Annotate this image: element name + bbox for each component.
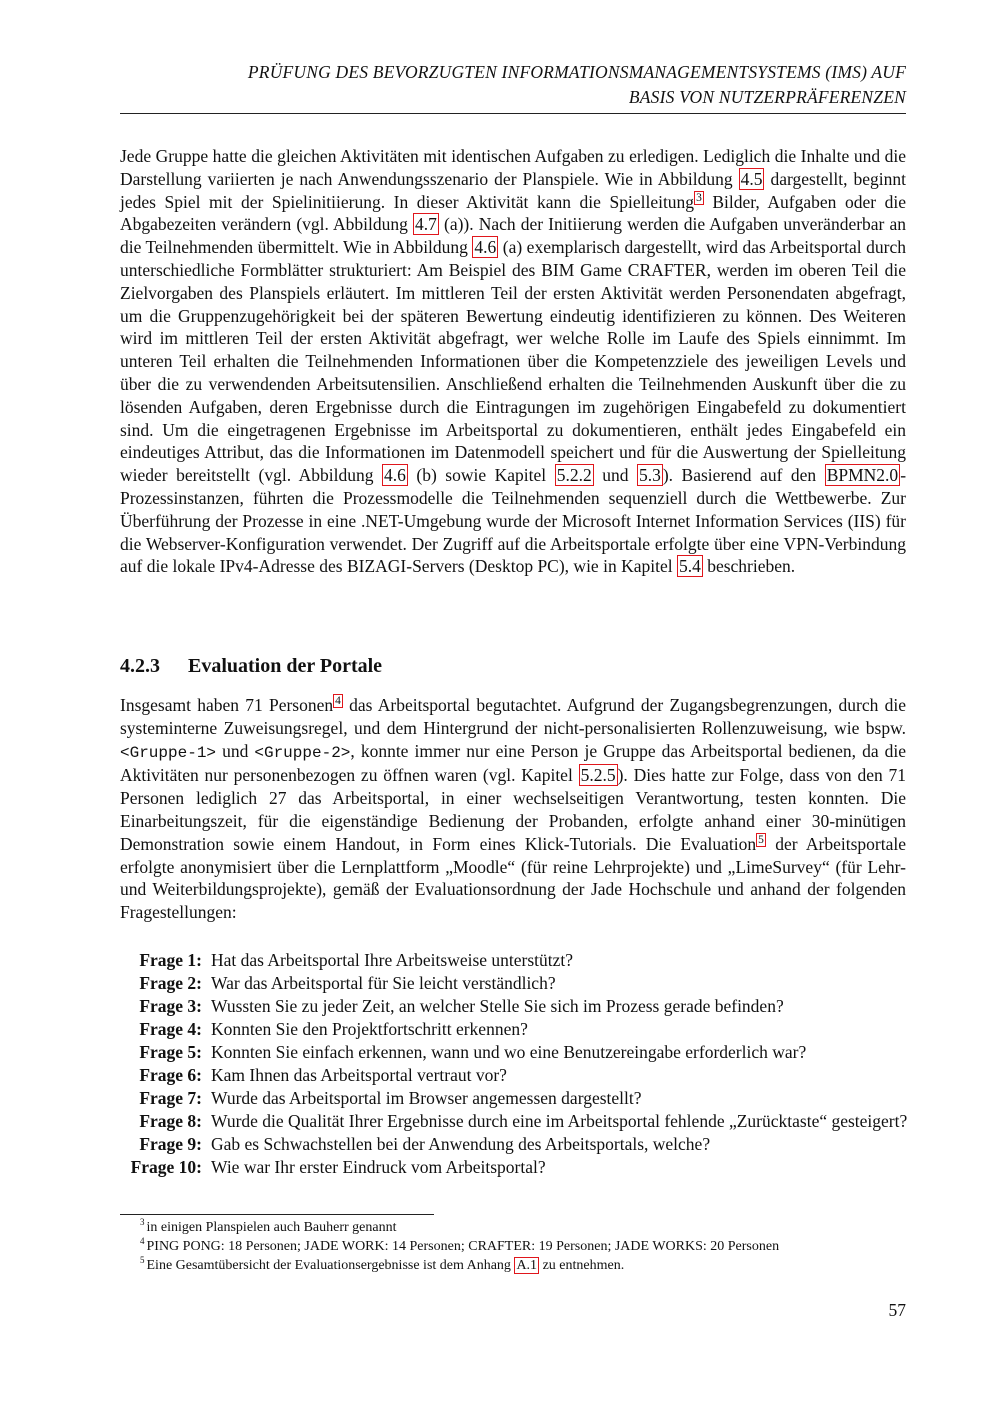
list-item [110,1041,910,1064]
footnote-text: Eine Gesamtübersicht der Evaluationsergebnisse ist dem Anhang [146,1258,515,1273]
footnote-text: in einigen Planspielen auch Bauherr genannt [146,1220,397,1235]
page-number: 57 [888,1300,906,1320]
footnote-4 [140,1237,920,1256]
text-span: das Arbeitsportal begutachtet. Aufgrund der Zugangsbegrenzungen, durch die systeminterne Zuweisungsregel, und dem Hintergrund der nicht-personalisierten Rollenzuweisung, wie bspw. [120,695,906,738]
question-label: Frage 9: [139,1134,202,1154]
footnote-text: PING PONG: 18 Personen; JADE WORK: 14 Personen; CRAFTER: 19 Personen; JADE WORKS: 20 Personen [146,1239,780,1254]
running-header [120,60,906,114]
text-span: ). Basierend auf den [662,465,825,486]
question-text: Wie war Ihr erster Eindruck vom Arbeitsportal? [211,1157,546,1177]
question-text: Wurde die Qualität Ihrer Ergebnisse durch eine im Arbeitsportal fehlende „Zurücktaste“ gesteigert? [211,1111,908,1131]
text-span: beschrieben. [702,556,796,577]
question-text: Wurde das Arbeitsportal im Browser angemessen dargestellt? [211,1088,642,1108]
text-span: der Arbeitsportale erfolgte anonymisiert über die Lernplattform „Moodle“ (für reine Lehrprojekte) und „LimeSurvey“ (für Lehr- und Weiterbildungsprojekte), gemäß der Evaluationsordnung der Jade Hochschule und anhand der folgenden Fragestellungen: [120,833,906,923]
list-item [110,949,910,972]
glossary-ref-bpmn[interactable]: BPMN2.0 [826,465,899,486]
code-group-2: <Gruppe-2> [254,743,351,762]
footnote-mark: 4 [140,1236,145,1247]
question-label: Frage 2: [139,973,202,993]
question-label: Frage 4: [139,1019,202,1039]
question-text: Kam Ihnen das Arbeitsportal vertraut vor? [211,1065,507,1085]
question-label: Frage 1: [139,950,202,970]
question-label: Frage 5: [139,1042,202,1062]
list-item [110,1064,910,1087]
question-label: Frage 6: [139,1065,202,1085]
figure-ref-4-6-b[interactable]: 4.6 [384,465,406,486]
text-span: (a) exemplarisch dargestellt, wird das Arbeitsportal durch unterschiedliche Formblätter strukturiert: Am Beispiel des BIM Game CRAFTER, werden im oberen Teil die Zielvorgaben des Planspiels erläutert. Im mittleren Teil der ersten Aktivität werden Personendaten abgefragt, um die Gruppenzugehörigkeit bei der späteren Bewertung eindeutig identifizieren zu können. Des Weiteren wird im mittleren Teil der ersten Aktivität abgefragt, wer welche Rolle im Laufe des Spiels einnimmt. Im unteren Teil erhalten die Teilnehmenden Informationen über die Kompetenzziele des jeweiligen Levels und über die zu verwendenden Arbeitsutensilien. Anschließend erhalten die Teilnehmenden Auskunft über die zu lösenden Aufgaben, deren Ergebnisse durch die Eintragungen im zugehörigen Eingabefeld zu dokumentiert sind. Um die eingetragenen Ergebnisse im Arbeitsportal zu dokumentieren, enthält jedes Eingabefeld ein eindeutiges Attribut, das die Informationen im Datenmodell speichert und für die Auswertung der Spielleitung wieder bereitstellt (vgl. Abbildung [120,237,906,486]
text-span: und [216,740,255,761]
section-title: Evaluation der Portale [188,655,383,677]
list-item [110,1110,910,1133]
running-header-line-1: PRÜFUNG DES BEVORZUGTEN INFORMATIONSMANAGEMENTSYSTEMS (IMS) AUF [247,62,906,82]
question-label: Frage 7: [139,1088,202,1108]
footnote-ref-5[interactable]: 5 [758,833,764,846]
section-number: 4.2.3 [120,655,160,677]
section-heading [120,655,382,678]
list-item [110,1087,910,1110]
footnote-divider [120,1214,434,1215]
chapter-ref-5-2-5[interactable]: 5.2.5 [580,765,616,786]
text-span: Jede Gruppe hatte die gleichen Aktivitäten mit identischen Aufgaben zu erledigen. Lediglich die Inhalte und die Darstellung variierten je nach Anwendungsszenario der Planspiele. Wie in Abbildung [120,146,906,189]
text-span: ). Dies hatte zur Folge, dass von den 71 Personen lediglich 27 das Arbeitsportal, in einer wechselseitigen Verantwortung, testen konnten. Die Einarbeitungszeit, für die eigenständige Bedienung der Probanden, erfolgte anhand einer 30-minütigen Demonstration sowie einem Handout, in Form eines Klick-Tutorials. Die Evaluation [120,765,907,854]
footnote-text: zu entnehmen. [539,1258,625,1273]
question-text: Wussten Sie zu jeder Zeit, an welcher Stelle Sie sich im Prozess gerade befinden? [211,996,784,1016]
footnote-mark: 5 [140,1255,145,1266]
question-text: Konnten Sie einfach erkennen, wann und wo eine Benutzereingabe erforderlich war? [211,1042,807,1062]
text-span: Insgesamt haben 71 Personen [120,695,334,715]
paragraph-1 [120,145,906,578]
footnote-mark: 3 [140,1217,145,1228]
figure-ref-4-7[interactable]: 4.7 [415,214,437,235]
running-header-line-2: BASIS VON NUTZERPRÄFERENZEN [628,87,906,107]
question-list [110,949,910,1179]
chapter-ref-5-2-2[interactable]: 5.2.2 [556,465,592,486]
question-text: War das Arbeitsportal für Sie leicht verständlich? [211,973,556,993]
text-span: dargestellt, beginnt jedes Spiel mit der Spielinitiierung. In dieser Aktivität kann die Spielleitung [120,168,906,212]
footnote-ref-3[interactable]: 3 [696,191,702,204]
question-label: Frage 3: [139,996,202,1016]
footnote-5 [140,1256,920,1275]
code-group-1: <Gruppe-1> [120,743,217,762]
paragraph-2 [120,694,906,924]
question-text: Gab es Schwachstellen bei der Anwendung des Arbeitsportals, welche? [211,1134,711,1154]
appendix-ref-a-1[interactable]: A.1 [516,1258,538,1273]
list-item [110,1156,910,1179]
figure-ref-4-5[interactable]: 4.5 [740,168,763,189]
question-text: Konnten Sie den Projektfortschritt erkennen? [211,1019,528,1039]
question-text: Hat das Arbeitsportal Ihre Arbeitsweise unterstützt? [211,950,574,970]
text-span: (b) sowie Kapitel [407,465,555,486]
footnotes [140,1218,920,1275]
chapter-ref-5-4[interactable]: 5.4 [678,556,701,577]
text-span: , konnte immer nur eine Person je Gruppe das Arbeitsportal bedienen, da die Aktivitäten nur personenbezogen zu öffnen waren (vgl. Kapitel [120,740,907,786]
text-span: Bilder, Aufgaben oder die Abgabezeiten verändern (vgl. Abbildung [120,191,906,235]
text-span: -Prozessinstanzen, führten die Prozessmodelle die Teilnehmenden sequenziell durch die Wettbewerbe. Zur Überführung der Prozesse in eine .NET-Umgebung wurde der Microsoft Internet Information Services (IIS) für die Webserver-Konfiguration verwendet. Der Zugriff auf die Arbeitsportale erfolgte über eine VPN-Verbindung auf die lokale IPv4-Adresse des BIZAGI-Servers (Desktop PC), wie in Kapitel [120,465,907,577]
list-item [110,995,910,1018]
chapter-ref-5-3[interactable]: 5.3 [638,465,661,486]
list-item [110,1133,910,1156]
footnote-3 [140,1218,920,1237]
question-label: Frage 10: [130,1157,202,1177]
figure-ref-4-6-a[interactable]: 4.6 [474,237,497,258]
list-item [110,972,910,995]
text-span: (a)). Nach der Initiierung werden die Aufgaben unveränderbar an die Teilnehmenden übermittelt. Wie in Abbildung [120,214,907,258]
footnote-ref-4[interactable]: 4 [335,695,341,708]
question-label: Frage 8: [139,1111,202,1131]
text-span: und [593,465,637,486]
list-item [110,1018,910,1041]
